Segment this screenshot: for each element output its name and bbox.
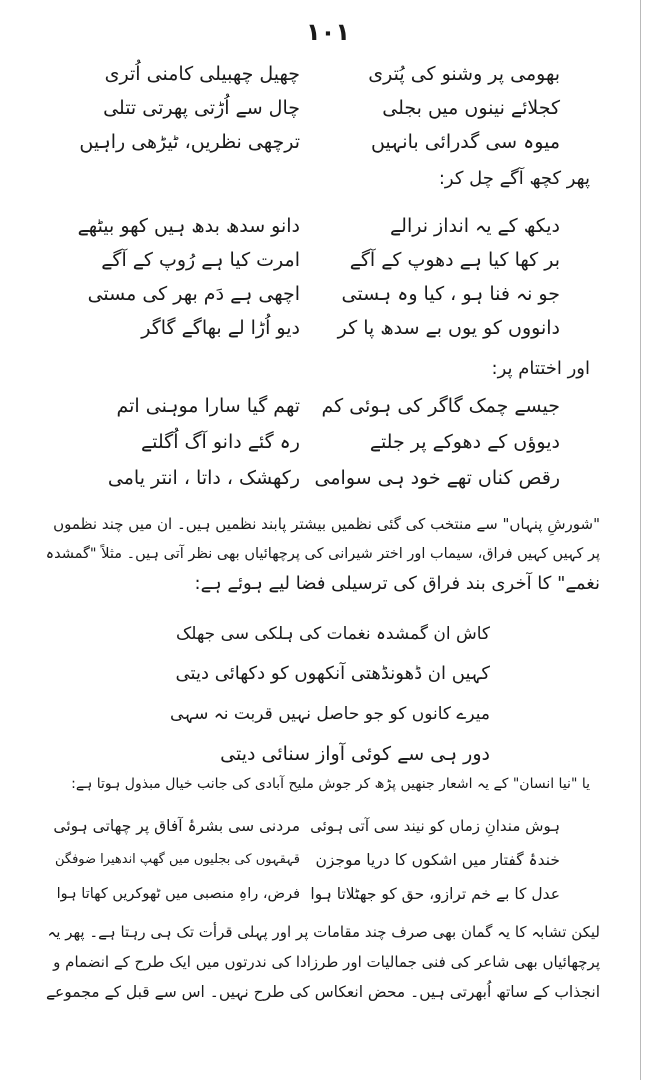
verse3-misra-1: جیسے چمک گاگر کی ہوئی کم [321,395,560,417]
label-end: اور اختتام پر: [491,358,590,379]
prose-paragraph-3-line: پرچھائیاں بھی شاعر کی فنی جمالیات اور طرزادا کی ندرتوں میں ایک طرح کے انضمام و [53,953,600,971]
prose-paragraph-1-line: نغمے" کا آخری بند فراق کی ترسیلی فضا لیے ہوئے ہے: [194,573,600,594]
prose-paragraph-3-line: لیکن تشابہ کا یہ گمان بھی صرف چند مقامات پر اور پہلی قرأت تک ہی رہتا ہے۔ پھر یہ [47,923,600,941]
page-right-edge [640,0,641,1080]
prose-paragraph-3-line: انجذاب کے ساتھ اُبھرتی ہیں۔ محض انعکاس کی طرح نہیں۔ اس سے قبل کے مجموعے [45,983,600,1001]
verse4-misra-2: مردنی سی بشرۂ آفاق پر چھاتی ہوئی [53,817,300,835]
verse2-misra-1: بر کھا کیا ہے دھوپ کے آگے [349,249,560,271]
quoted-verse-line: میرے کانوں کو جو حاصل نہیں قربت نہ سہی [169,704,490,724]
verse1-misra-1: میوہ سی گدرائی بانہیں [370,131,560,153]
prose-paragraph-2: یا "نیا انسان" کے یہ اشعار جنھیں پڑھ کر جوش ملیح آبادی کی جانب خیال مبذول ہوتا ہے: [71,776,590,792]
verse4-misra-1: عدل کا بے خم ترازو، حق کو جھٹلاتا ہوا [310,885,560,903]
verse2-misra-1: دیکھ کے یہ انداز نرالے [390,215,560,237]
verse2-misra-2: امرت کیا ہے رُوپ کے آگے [101,249,300,271]
verse4-misra-2: قہقہوں کی بجلیوں میں گھپ اندھیرا ضوفگن [55,852,300,867]
verse3-misra-2: رہ گئے دانو آگ اُگلتے [141,431,300,453]
verse3-misra-1: رقص کناں تھے خود ہی سوامی [314,467,560,489]
verse3-misra-1: دیوؤں کے دھوکے پر جلتے [369,431,560,453]
quoted-verse-line: دور ہی سے کوئی آواز سنائی دیتی [220,743,490,765]
verse1-misra-2: چھیل چھبیلی کامنی اُتری [104,63,300,85]
verse4-misra-1: ہوش مندانِ زماں کو نیند سی آتی ہوئی [310,817,560,835]
verse4-misra-1: خندۂ گفتار میں اشکوں کا دریا موجزن [315,851,560,869]
verse3-misra-2: رکھشک ، داتا ، انتر یامی [107,467,300,489]
verse3-misra-2: تھم گیا سارا موہنی اتم [116,395,300,417]
prose-paragraph-1-line: پر کہیں کہیں فراق، سیماب اور اختر شیرانی کی پرچھائیاں بھی نظر آتی ہیں۔ مثلاً "گمشدہ [45,546,600,562]
quoted-verse-line: کاش ان گمشدہ نغمات کی ہلکی سی جھلک [176,624,490,644]
verse2-misra-2: دانو سدھ بدھ ہیں کھو بیٹھے [77,215,300,237]
verse1-misra-2: ترچھی نظریں، ٹیڑھی راہیں [79,131,300,153]
verse1-misra-1: کجلائے نینوں میں بجلی [382,97,560,119]
prose-paragraph-1-line: "شورشِ پنہاں" سے منتخب کی گئی نظمیں بیشتر پابند نظمیں ہیں۔ ان میں چند نظموں [53,515,600,533]
verse2-misra-2: دیو اُڑا لے بھاگے گاگر [141,317,300,339]
quoted-verse-line: کہیں ان ڈھونڈھتی آنکھوں کو دکھائی دیتی [175,663,490,684]
verse2-misra-1: دانووں کو یوں بے سدھ پا کر [337,317,560,339]
verse2-misra-2: اچھی ہے دَم بھر کی مستی [87,283,300,305]
label-then: پھر کچھ آگے چل کر: [438,168,590,189]
verse2-misra-1: جو نہ فنا ہو ، کیا وہ ہستی [341,283,560,305]
verse4-misra-2: فرض، راہِ منصبی میں ٹھوکریں کھاتا ہوا [56,886,300,902]
verse1-misra-2: چال سے اُڑتی پھرتی تتلی [103,97,300,119]
page-number: ١٠١ [306,18,350,46]
verse1-misra-1: بھومی پر وشنو کی پُتری [368,63,560,85]
